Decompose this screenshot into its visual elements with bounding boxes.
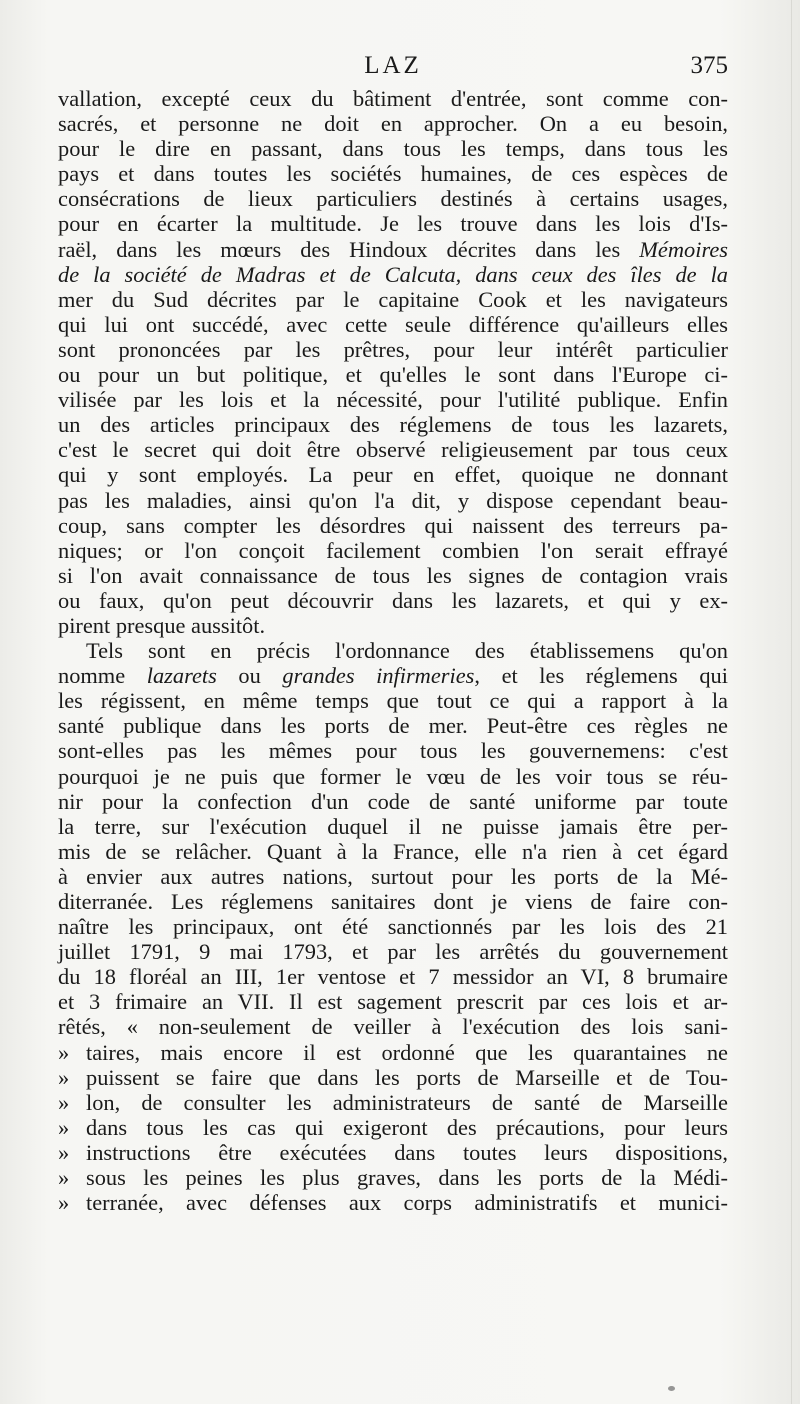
text-line: juillet 1791, 9 mai 1793, et par les arrêtés du gouvernement xyxy=(58,939,728,965)
text-line: vallation, excepté ceux du bâtiment d'entrée, sont comme con- xyxy=(58,86,728,111)
quote-text: lon, de consulter les administrateurs de santé de Marseille xyxy=(86,1089,728,1115)
text-line: sont prononcées par les prêtres, pour leur intérêt particulier xyxy=(58,336,728,362)
quote-text: instructions être exécutées dans toutes leurs dispositions, xyxy=(86,1139,728,1165)
text-line xyxy=(58,237,728,262)
page-number: 375 xyxy=(690,52,728,79)
text-line: qui lui ont succédé, avec cette seule différence qu'ailleurs elles xyxy=(58,311,728,337)
text-line: sacrés, et personne ne doit en approcher. On a eu besoin, xyxy=(58,111,728,137)
page-edge xyxy=(791,0,792,1404)
text-segment: de la société de Madras et de Calcuta, dans ceux des îles de la xyxy=(58,261,728,287)
text-line: niques; or l'on conçoit facilement combien l'on serait effrayé xyxy=(58,537,728,563)
quote-mark: » xyxy=(58,1064,70,1090)
quote-mark: » xyxy=(58,1190,70,1216)
text-line xyxy=(58,262,728,287)
quote-mark: » xyxy=(58,1114,70,1140)
text-line: pour le dire en passant, dans tous les temps, dans tous les xyxy=(58,136,728,162)
quote-line xyxy=(58,1115,728,1140)
text-line: un des articles principaux des réglemens de tous les lazarets, xyxy=(58,412,728,438)
text-line: vilisée par les lois et la nécessité, pour l'utilité publique. Enfin xyxy=(58,387,728,413)
quote-mark: » xyxy=(58,1139,70,1165)
text-line: Tels sont en précis l'ordonnance des établissemens qu'on xyxy=(86,638,728,664)
text-segment: , et les réglemens qui xyxy=(474,663,728,689)
page-header xyxy=(58,52,728,86)
quote-line xyxy=(58,1165,728,1190)
text-line: pas les maladies, ainsi qu'on l'a dit, y dispose cependant beau- xyxy=(58,487,728,513)
text-line: pays et dans toutes les sociétés humaines, de ces espèces de xyxy=(58,161,728,187)
quote-line xyxy=(58,1140,728,1165)
text-line: pourquoi je ne puis que former le vœu de les voir tous se réu- xyxy=(58,763,728,789)
text-line xyxy=(58,663,728,688)
quote-text: taires, mais encore il est ordonné que les quarantaines ne xyxy=(86,1039,728,1065)
running-head: LAZ xyxy=(364,52,422,79)
text-segment: raël, dans les mœurs des Hindoux décrites dans les xyxy=(58,236,621,262)
quote-text: puissent se faire que dans les ports de Marseille et de Tou- xyxy=(86,1064,728,1090)
text-line: nir pour la confection d'un code de santé uniforme par toute xyxy=(58,788,728,814)
ink-speck xyxy=(668,1386,675,1391)
italic-term: grandes infirmeries xyxy=(282,663,475,689)
text-line: sont-elles pas les mêmes pour tous les gouvernemens: c'est xyxy=(58,738,728,764)
text-line: la terre, sur l'exécution duquel il ne puisse jamais être per- xyxy=(58,813,728,839)
text-line: rêtés, « non-seulement de veiller à l'exécution des lois sani- xyxy=(58,1014,728,1040)
text-segment: nomme xyxy=(58,663,126,689)
quote-line xyxy=(58,1190,728,1215)
quote-line xyxy=(58,1040,728,1065)
body-text xyxy=(58,86,728,1215)
text-line: du 18 floréal an III, 1er ventose et 7 messidor an VI, 8 brumaire xyxy=(58,964,728,990)
text-line: santé publique dans les ports de mer. Peut-être ces règles ne xyxy=(58,713,728,739)
quote-line xyxy=(58,1090,728,1115)
text-line: à envier aux autres nations, surtout pour les ports de la Mé- xyxy=(58,863,728,889)
text-line: les régissent, en même temps que tout ce qui a rapport à la xyxy=(58,688,728,714)
text-line: ou faux, qu'on peut découvrir dans les lazarets, et qui y ex- xyxy=(58,587,728,613)
quote-text: sous les peines les plus graves, dans les ports de la Médi- xyxy=(86,1165,728,1191)
text-line: diterranée. Les réglemens sanitaires dont je viens de faire con- xyxy=(58,889,728,914)
text-line: pirent presque aussitôt. xyxy=(58,612,266,638)
quote-text: terranée, avec défenses aux corps administratifs et munici- xyxy=(86,1190,728,1216)
text-line: si l'on avait connaissance de tous les signes de contagion vrais xyxy=(58,562,728,588)
book-title-italic: Mémoires xyxy=(639,236,728,262)
text-line: pour en écarter la multitude. Je les trouve dans les lois d'Is- xyxy=(58,211,728,237)
text-line: ou pour un but politique, et qu'elles le sont dans l'Europe ci- xyxy=(58,362,728,388)
quote-text: dans tous les cas qui exigeront des précautions, pour leurs xyxy=(86,1114,728,1140)
text-line: et 3 frimaire an VII. Il est sagement prescrit par ces lois et ar- xyxy=(58,989,728,1015)
quote-line xyxy=(58,1065,728,1090)
text-segment: ou xyxy=(238,663,261,689)
quote-mark: » xyxy=(58,1039,70,1065)
quote-mark: » xyxy=(58,1165,70,1191)
text-line: consécrations de lieux particuliers destinés à certains usages, xyxy=(58,186,728,212)
text-line: qui y sont employés. La peur en effet, quoique ne donnant xyxy=(58,462,728,488)
text-line: c'est le secret qui doit être observé religieusement par tous ceux xyxy=(58,437,728,463)
italic-term: lazarets xyxy=(146,663,217,689)
quote-mark: » xyxy=(58,1089,70,1115)
text-line: coup, sans compter les désordres qui naissent des terreurs pa- xyxy=(58,512,728,538)
text-line: mer du Sud décrites par le capitaine Cook et les navigateurs xyxy=(58,286,728,312)
text-line: naître les principaux, ont été sanctionnés par les lois des 21 xyxy=(58,914,728,940)
text-line: mis de se relâcher. Quant à la France, elle n'a rien à cet égard xyxy=(58,838,728,864)
